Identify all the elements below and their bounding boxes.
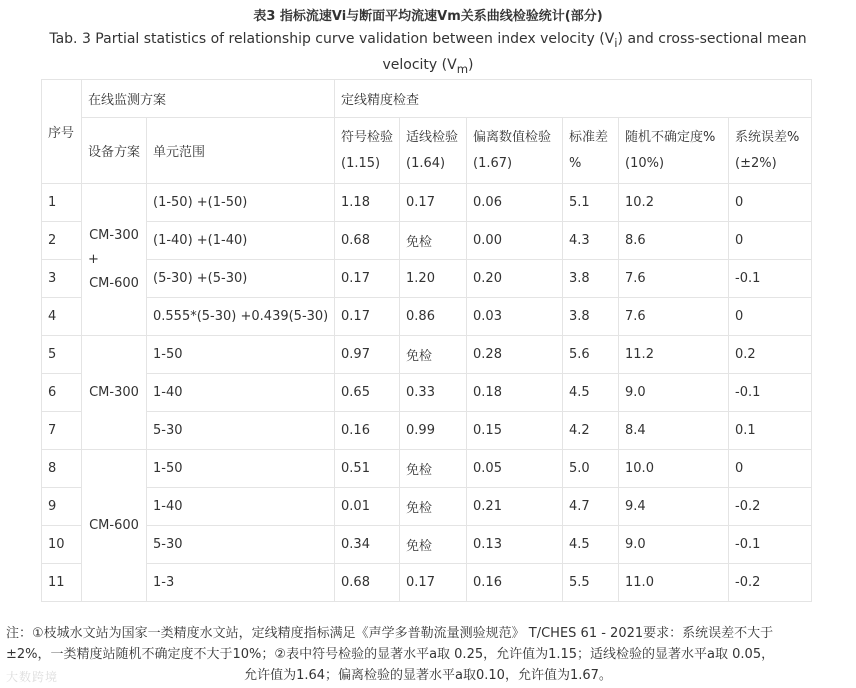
unit-range: (1-40) +(1-40) <box>147 222 335 260</box>
run-test-value: 0.86 <box>400 298 467 336</box>
header-online-scheme: 在线监测方案 <box>82 80 335 118</box>
system-error-value: 0 <box>729 298 812 336</box>
random-uncertainty-value: 11.0 <box>619 564 729 602</box>
footnote-line-3: 允许值为1.64；偏离检验的显著水平a取0.10，允许值为1.67。 <box>244 668 612 683</box>
table-row <box>42 412 812 450</box>
table-row <box>42 222 812 260</box>
bias-test-value: 0.18 <box>467 374 563 412</box>
row-index: 6 <box>42 374 82 412</box>
equipment-scheme: CM-300 <box>82 336 147 450</box>
watermark-logo: 大数跨境 <box>6 670 59 684</box>
footnote-line-2: ±2%，一类精度站随机不确定度不大于10%；②表中符号检验的显著水平a取 0.25，允许值为1.15；适线检验的显著水平a取 0.05， <box>6 647 775 662</box>
bias-test-value: 0.13 <box>467 526 563 564</box>
std-dev-value: 4.2 <box>563 412 619 450</box>
caption-english: Tab. 3 Partial statistics of relationship curve validation between index velocity $(V_i)$ and cross-sectional mean velocity $(V_m)$ <box>49 31 807 76</box>
unit-range: 1-50 <box>147 450 335 488</box>
header-precision-check: 定线精度检查 <box>335 80 812 118</box>
system-error-value: 0 <box>729 222 812 260</box>
footnote <box>6 623 850 686</box>
sign-test-value: 0.34 <box>335 526 400 564</box>
header-row-2 <box>42 118 812 184</box>
random-uncertainty-value: 8.4 <box>619 412 729 450</box>
table-row <box>42 374 812 412</box>
system-error-value: 0 <box>729 450 812 488</box>
sign-test-value: 0.97 <box>335 336 400 374</box>
bias-test-value: 0.05 <box>467 450 563 488</box>
row-index: 10 <box>42 526 82 564</box>
system-error-value: -0.1 <box>729 260 812 298</box>
random-uncertainty-value: 10.0 <box>619 450 729 488</box>
std-dev-value: 4.5 <box>563 374 619 412</box>
unit-range: 1-40 <box>147 488 335 526</box>
table-row <box>42 298 812 336</box>
run-test-value: 免检 <box>400 526 467 564</box>
bias-test-value: 0.03 <box>467 298 563 336</box>
row-index: 2 <box>42 222 82 260</box>
system-error-value: 0 <box>729 184 812 222</box>
run-test-value: 免检 <box>400 450 467 488</box>
row-index: 8 <box>42 450 82 488</box>
system-error-value: -0.2 <box>729 564 812 602</box>
sign-test-value: 0.01 <box>335 488 400 526</box>
row-index: 4 <box>42 298 82 336</box>
caption-chinese: 表3 指标流速Vi与断面平均流速Vm关系曲线检验统计(部分) <box>253 9 603 24</box>
std-dev-value: 3.8 <box>563 260 619 298</box>
row-index: 1 <box>42 184 82 222</box>
row-index: 7 <box>42 412 82 450</box>
random-uncertainty-value: 9.4 <box>619 488 729 526</box>
header-index: 序号 <box>42 80 82 184</box>
std-dev-value: 3.8 <box>563 298 619 336</box>
system-error-value: -0.1 <box>729 374 812 412</box>
run-test-value: 0.33 <box>400 374 467 412</box>
system-error-value: -0.1 <box>729 526 812 564</box>
unit-range: 1-50 <box>147 336 335 374</box>
header-bias-test: 偏离数值检验 (1.67) <box>467 118 563 184</box>
run-test-value: 免检 <box>400 222 467 260</box>
header-system-error: 系统误差% (±2%) <box>729 118 812 184</box>
run-test-value: 0.17 <box>400 564 467 602</box>
table-row <box>42 184 812 222</box>
row-index: 5 <box>42 336 82 374</box>
row-index: 9 <box>42 488 82 526</box>
header-std-dev: 标准差 % <box>563 118 619 184</box>
equipment-scheme: CM-600 <box>82 450 147 602</box>
header-sign-test: 符号检验 (1.15) <box>335 118 400 184</box>
table-row <box>42 260 812 298</box>
table-row <box>42 526 812 564</box>
random-uncertainty-value: 7.6 <box>619 298 729 336</box>
equipment-label: CM-300 <box>89 227 139 243</box>
unit-range: 1-40 <box>147 374 335 412</box>
std-dev-value: 4.7 <box>563 488 619 526</box>
run-test-value: 0.17 <box>400 184 467 222</box>
unit-range: (5-30) +(5-30) <box>147 260 335 298</box>
run-test-value: 1.20 <box>400 260 467 298</box>
header-row-1 <box>42 80 812 118</box>
std-dev-value: 5.0 <box>563 450 619 488</box>
run-test-value: 免检 <box>400 336 467 374</box>
sign-test-value: 0.68 <box>335 564 400 602</box>
table-row <box>42 336 812 374</box>
footnote-line-1: 注：①枝城水文站为国家一类精度水文站，定线精度指标满足《声学多普勒流量测验规范》 T/CHES 61 - 2021要求：系统误差不大于 <box>6 626 774 641</box>
std-dev-value: 5.6 <box>563 336 619 374</box>
std-dev-value: 4.5 <box>563 526 619 564</box>
table-row <box>42 450 812 488</box>
equipment-label: + <box>88 251 99 267</box>
bias-test-value: 0.20 <box>467 260 563 298</box>
bias-test-value: 0.06 <box>467 184 563 222</box>
sign-test-value: 0.65 <box>335 374 400 412</box>
random-uncertainty-value: 10.2 <box>619 184 729 222</box>
random-uncertainty-value: 8.6 <box>619 222 729 260</box>
equipment-label: CM-600 <box>89 275 139 291</box>
unit-range: 5-30 <box>147 526 335 564</box>
row-index: 3 <box>42 260 82 298</box>
sign-test-value: 0.16 <box>335 412 400 450</box>
bias-test-value: 0.28 <box>467 336 563 374</box>
sign-test-value: 1.18 <box>335 184 400 222</box>
unit-range: 1-3 <box>147 564 335 602</box>
equipment-scheme <box>82 184 147 336</box>
sign-test-value: 0.17 <box>335 260 400 298</box>
std-dev-value: 5.5 <box>563 564 619 602</box>
random-uncertainty-value: 7.6 <box>619 260 729 298</box>
bias-test-value: 0.21 <box>467 488 563 526</box>
bias-test-value: 0.00 <box>467 222 563 260</box>
table-row <box>42 564 812 602</box>
table-row <box>42 488 812 526</box>
sign-test-value: 0.17 <box>335 298 400 336</box>
system-error-value: 0.2 <box>729 336 812 374</box>
header-run-test: 适线检验 (1.64) <box>400 118 467 184</box>
sign-test-value: 0.51 <box>335 450 400 488</box>
random-uncertainty-value: 9.0 <box>619 526 729 564</box>
table-caption <box>0 6 856 80</box>
run-test-value: 0.99 <box>400 412 467 450</box>
sign-test-value: 0.68 <box>335 222 400 260</box>
unit-range: (1-50) +(1-50) <box>147 184 335 222</box>
statistics-table <box>41 79 812 602</box>
unit-range: 5-30 <box>147 412 335 450</box>
system-error-value: 0.1 <box>729 412 812 450</box>
row-index: 11 <box>42 564 82 602</box>
unit-range: 0.555*(5-30) +0.439(5-30) <box>147 298 335 336</box>
std-dev-value: 4.3 <box>563 222 619 260</box>
bias-test-value: 0.16 <box>467 564 563 602</box>
header-unit-range: 单元范围 <box>147 118 335 184</box>
run-test-value: 免检 <box>400 488 467 526</box>
random-uncertainty-value: 11.2 <box>619 336 729 374</box>
random-uncertainty-value: 9.0 <box>619 374 729 412</box>
system-error-value: -0.2 <box>729 488 812 526</box>
header-random-uncertainty: 随机不确定度% (10%) <box>619 118 729 184</box>
std-dev-value: 5.1 <box>563 184 619 222</box>
header-equipment: 设备方案 <box>82 118 147 184</box>
bias-test-value: 0.15 <box>467 412 563 450</box>
